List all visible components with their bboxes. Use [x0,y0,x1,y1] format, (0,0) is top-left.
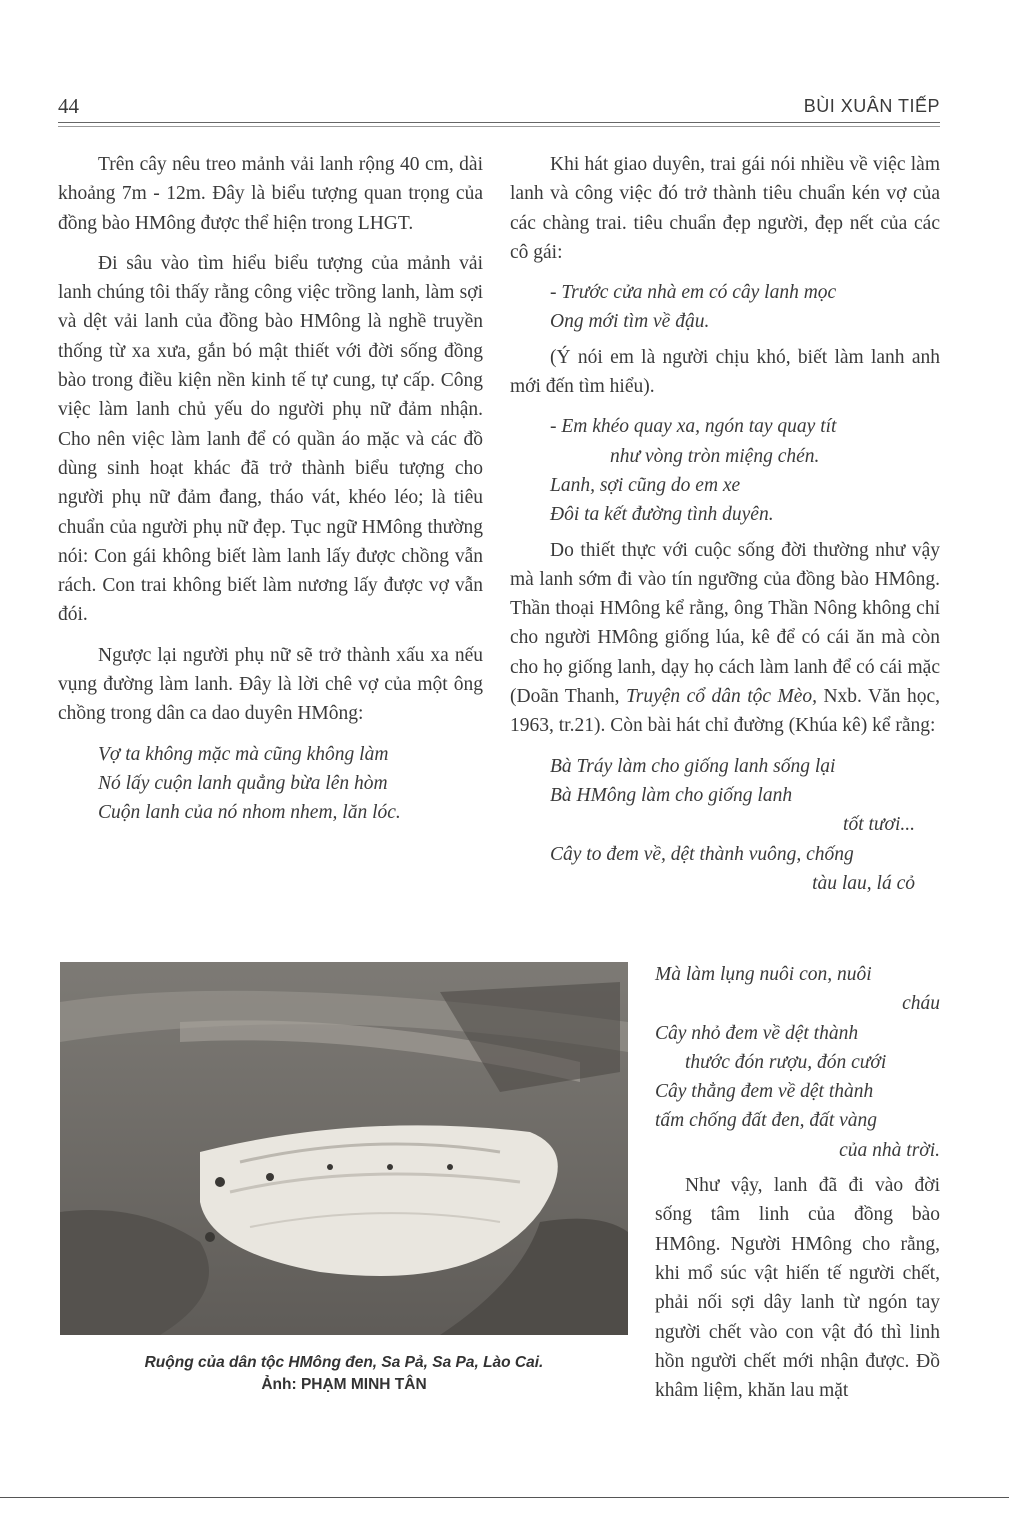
verse-line: - Trước cửa nhà em có cây lanh mọc [550,282,837,304]
verse-line: tàu lau, lá cỏ [812,872,915,894]
paragraph: (Ý nói em là người chịu khó, biết làm lanh anh mới đến tìm hiểu). [510,346,940,398]
photo-credit: Ảnh: PHẠM MINH TÂN [261,1376,427,1393]
verse-block [510,752,940,898]
paragraph: Trên cây nêu treo mảnh vải lanh rộng 40 cm, dài khoảng 7m - 12m. Đây là biểu tượng quan trọng của đồng bào HMông được thể hiện trong LHGT. [58,154,483,234]
right-column-wrap [655,960,940,1416]
paragraph: Khi hát giao duyên, trai gái nói nhiều về việc làm lanh và công việc đó trở thành tiêu chuẩn kén vợ của các chàng trai. tiêu chuẩn đẹp người, đẹp nết của các cô gái: [510,154,940,263]
verse-line: của nhà trời. [839,1139,940,1161]
verse-line: như vòng tròn miệng chén. [610,445,820,467]
page-header [58,94,940,124]
paragraph [510,536,940,741]
left-column [58,150,483,834]
paragraph-text: Do thiết thực với cuộc sống đời thường như vậy mà lanh sớm đi vào tín ngưỡng của đồng bào HMông. Thần thoại HMông kể rằng, ông Thần Nông không chỉ cho người HMông giống lúa, kê để có cái ăn mà còn cho họ giống lanh, dạy họ cách làm lanh để có cái mặc (Doãn Thanh, [510,539,940,708]
verse-line: cháu [902,993,940,1015]
verse-line: Vợ ta không mặc mà cũng không làm [98,743,389,765]
right-column [510,150,940,904]
verse-line: Nó lấy cuộn lanh quẳng bừa lên hòm [98,772,388,794]
verse-line: - Em khéo quay xa, ngón tay quay tít [550,416,837,438]
verse-line: Cây nhỏ đem về dệt thành [655,1022,859,1044]
terraced-field-photo [60,962,628,1335]
verse-line: Cây thẳng đem về dệt thành [655,1081,874,1103]
paragraph: Đi sâu vào tìm hiểu biểu tượng của mảnh vải lanh chúng tôi thấy rằng công việc trồng lanh, làm sợi và dệt vải lanh của đồng bào HMông là nghề truyền thống từ xa xưa, gắn bó mật thiết với đời sống đồng bào trong điều kiện nền kinh tế tự cung, tự cấp. Công việc làm lanh chủ yếu do người phụ nữ đảm nhận. Cho nên việc làm lanh để có quần áo mặc và các đồ dùng sinh hoạt khác đã trở thành biểu tượng cho người phụ nữ đảm đang, tháo vát, khéo léo; là tiêu chuẩn của người phụ nữ đẹp. Tục ngữ HMông thường nói: Con gái không biết làm lanh lấy được chồng vẫn rách. Con trai không biết làm nương lấy được vợ vẫn đói. [58,252,483,626]
header-rule-secondary [58,126,940,127]
caption-text: Ruộng của dân tộc HMông đen, Sa Pả, Sa Pa, Lào Cai. [144,1354,544,1371]
verse-block [510,278,940,337]
verse-line: Cuộn lanh của nó nhom nhem, lăn lóc. [98,802,401,824]
verse-line: Lanh, sợi cũng do em xe [550,474,741,496]
paragraph: Như vậy, lanh đã đi vào đời sống tâm linh của đồng bào HMông. Người HMông cho rằng, khi mổ súc vật hiến tế người chết, phải nối sợi dây lanh từ ngón tay người chết vào con vật đó thì linh hồn người chết mới nhận được. Đồ khâm liệm, khăn lau mặt [655,1175,940,1402]
verse-line: Ong mới tìm về đậu. [550,311,710,333]
book-title: Truyện cổ dân tộc Mèo, [626,686,818,708]
verse-line: Đôi ta kết đường tình duyên. [550,504,774,526]
running-head-author: BÙI XUÂN TIẾP [803,96,940,116]
verse-block [510,412,940,529]
verse-line: tốt tươi... [843,814,915,836]
verse-line: Cây to đem về, dệt thành vuông, chống [550,843,854,865]
verse-line: Bà HMông làm cho giống lanh [550,784,793,806]
verse-block [655,960,940,1165]
verse-line: Bà Tráy làm cho giống lanh sống lại [550,755,836,777]
paragraph-text: Nxb. Văn học, 1963, tr.21). Còn bài hát chỉ đường (Khúa kê) kể rằng: [510,686,941,737]
header-rule [58,122,940,123]
verse-line: Mà làm lụng nuôi con, nuôi [655,964,872,985]
verse-line: thước đón rượu, đón cưới [685,1051,887,1073]
verse-block [58,740,483,828]
photo-caption [60,1352,628,1396]
page-number: 44 [58,94,79,118]
paragraph: Ngược lại người phụ nữ sẽ trở thành xấu xa nếu vụng đường làm lanh. Đây là lời chê vợ của một ông chồng trong dân ca dao duyên HMông: [58,644,483,725]
footer-rule [0,1497,1009,1498]
verse-line: tấm chống đất đen, đất vàng [655,1110,878,1132]
